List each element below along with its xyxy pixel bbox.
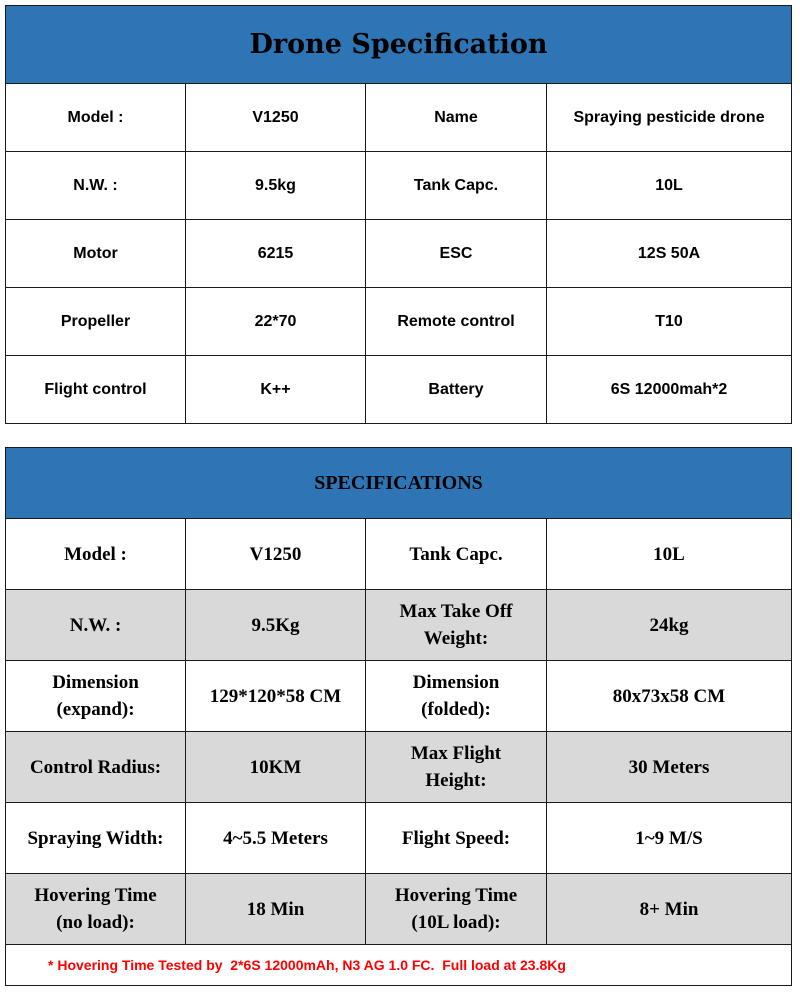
spec-label xyxy=(366,874,547,945)
table-row xyxy=(6,356,792,424)
spec-label xyxy=(6,519,186,590)
table-row xyxy=(6,590,792,661)
cell-line: Hovering Time xyxy=(34,885,157,906)
spec-label: Propeller xyxy=(6,288,186,356)
cell-line: Flight Speed: xyxy=(401,827,511,849)
cell-line: (expand): xyxy=(56,699,135,720)
spec-value: 9.5kg xyxy=(186,152,366,220)
table-row xyxy=(6,519,792,590)
cell-line: 4~5.5 Meters xyxy=(223,827,328,849)
table-row xyxy=(6,84,792,152)
cell-line: 18 Min xyxy=(246,898,305,920)
spec-label xyxy=(366,803,547,874)
cell-line: 129*120*58 CM xyxy=(209,685,342,707)
spec-label: ESC xyxy=(366,220,547,288)
spec-label xyxy=(6,803,186,874)
spec-value xyxy=(186,874,366,945)
hovering-time-footnote: * Hovering Time Tested by 2*6S 12000mAh, N3 AG 1.0 FC. Full load at 23.8Kg xyxy=(6,945,792,986)
spec-label: Model : xyxy=(6,84,186,152)
footnote-row xyxy=(6,945,792,986)
cell-line: Control Radius: xyxy=(29,756,162,778)
cell-line: N.W. : xyxy=(69,614,122,636)
spec-label xyxy=(366,661,547,732)
spec-value: 10L xyxy=(547,152,792,220)
spec-value xyxy=(186,590,366,661)
spec-label xyxy=(366,519,547,590)
cell-line: 30 Meters xyxy=(628,756,710,778)
spec-label: Tank Capc. xyxy=(366,152,547,220)
spec-label xyxy=(6,661,186,732)
cell-line: 8+ Min xyxy=(639,898,699,920)
cell-line: (no load): xyxy=(56,912,135,933)
spec-label: Motor xyxy=(6,220,186,288)
table-row xyxy=(6,152,792,220)
spec-value xyxy=(186,519,366,590)
spec-label xyxy=(366,732,547,803)
spec-value: T10 xyxy=(547,288,792,356)
drone-spec-title-row xyxy=(6,6,792,84)
cell-line: Max Flight xyxy=(410,743,502,764)
cell-line: V1250 xyxy=(249,543,302,565)
spec-value: K++ xyxy=(186,356,366,424)
cell-line: Tank Capc. xyxy=(409,543,503,565)
spec-value xyxy=(186,661,366,732)
cell-line: 24kg xyxy=(649,614,689,636)
cell-line: Max Take Off xyxy=(399,601,513,622)
spec-value: Spraying pesticide drone xyxy=(547,84,792,152)
cell-line: (folded): xyxy=(421,699,491,720)
spec-label xyxy=(6,732,186,803)
spec-value: 22*70 xyxy=(186,288,366,356)
table-row xyxy=(6,661,792,732)
cell-line: 9.5Kg xyxy=(251,614,300,636)
spec-label: Remote control xyxy=(366,288,547,356)
cell-line: Dimension xyxy=(52,672,139,693)
spec-value xyxy=(547,590,792,661)
specifications-table xyxy=(5,447,792,986)
spec-label: Name xyxy=(366,84,547,152)
spec-value: 12S 50A xyxy=(547,220,792,288)
cell-line: (10L load): xyxy=(411,912,501,933)
spec-label: Flight control xyxy=(6,356,186,424)
cell-line: Hovering Time xyxy=(394,885,518,906)
drone-specification-table xyxy=(5,5,792,424)
cell-line: 1~9 M/S xyxy=(635,827,703,849)
spec-value xyxy=(547,803,792,874)
cell-line: Height: xyxy=(425,770,487,791)
spec-value xyxy=(547,661,792,732)
spec-label xyxy=(366,590,547,661)
cell-line: 10L xyxy=(653,543,685,565)
spec-label xyxy=(6,590,186,661)
spec-value: 6215 xyxy=(186,220,366,288)
table-row xyxy=(6,288,792,356)
cell-line: 10KM xyxy=(249,756,302,778)
table-row xyxy=(6,732,792,803)
spec-value xyxy=(547,874,792,945)
specifications-title: SPECIFICATIONS xyxy=(6,448,792,519)
spec-value xyxy=(547,519,792,590)
cell-line: Dimension xyxy=(412,672,500,693)
cell-line: Model : xyxy=(64,543,127,565)
cell-line: 80x73x58 CM xyxy=(612,685,726,707)
table-row xyxy=(6,874,792,945)
spec-value: 6S 12000mah*2 xyxy=(547,356,792,424)
table-row xyxy=(6,220,792,288)
spec-value: V1250 xyxy=(186,84,366,152)
cell-line: Weight: xyxy=(423,628,489,649)
spec-value xyxy=(186,803,366,874)
specifications-title-row xyxy=(6,448,792,519)
spec-label xyxy=(6,874,186,945)
cell-line: Spraying Width: xyxy=(27,827,164,849)
table-row xyxy=(6,803,792,874)
drone-spec-title: Drone Specification xyxy=(6,6,792,84)
spec-value xyxy=(547,732,792,803)
spec-value xyxy=(186,732,366,803)
spec-label: N.W. : xyxy=(6,152,186,220)
spec-label: Battery xyxy=(366,356,547,424)
